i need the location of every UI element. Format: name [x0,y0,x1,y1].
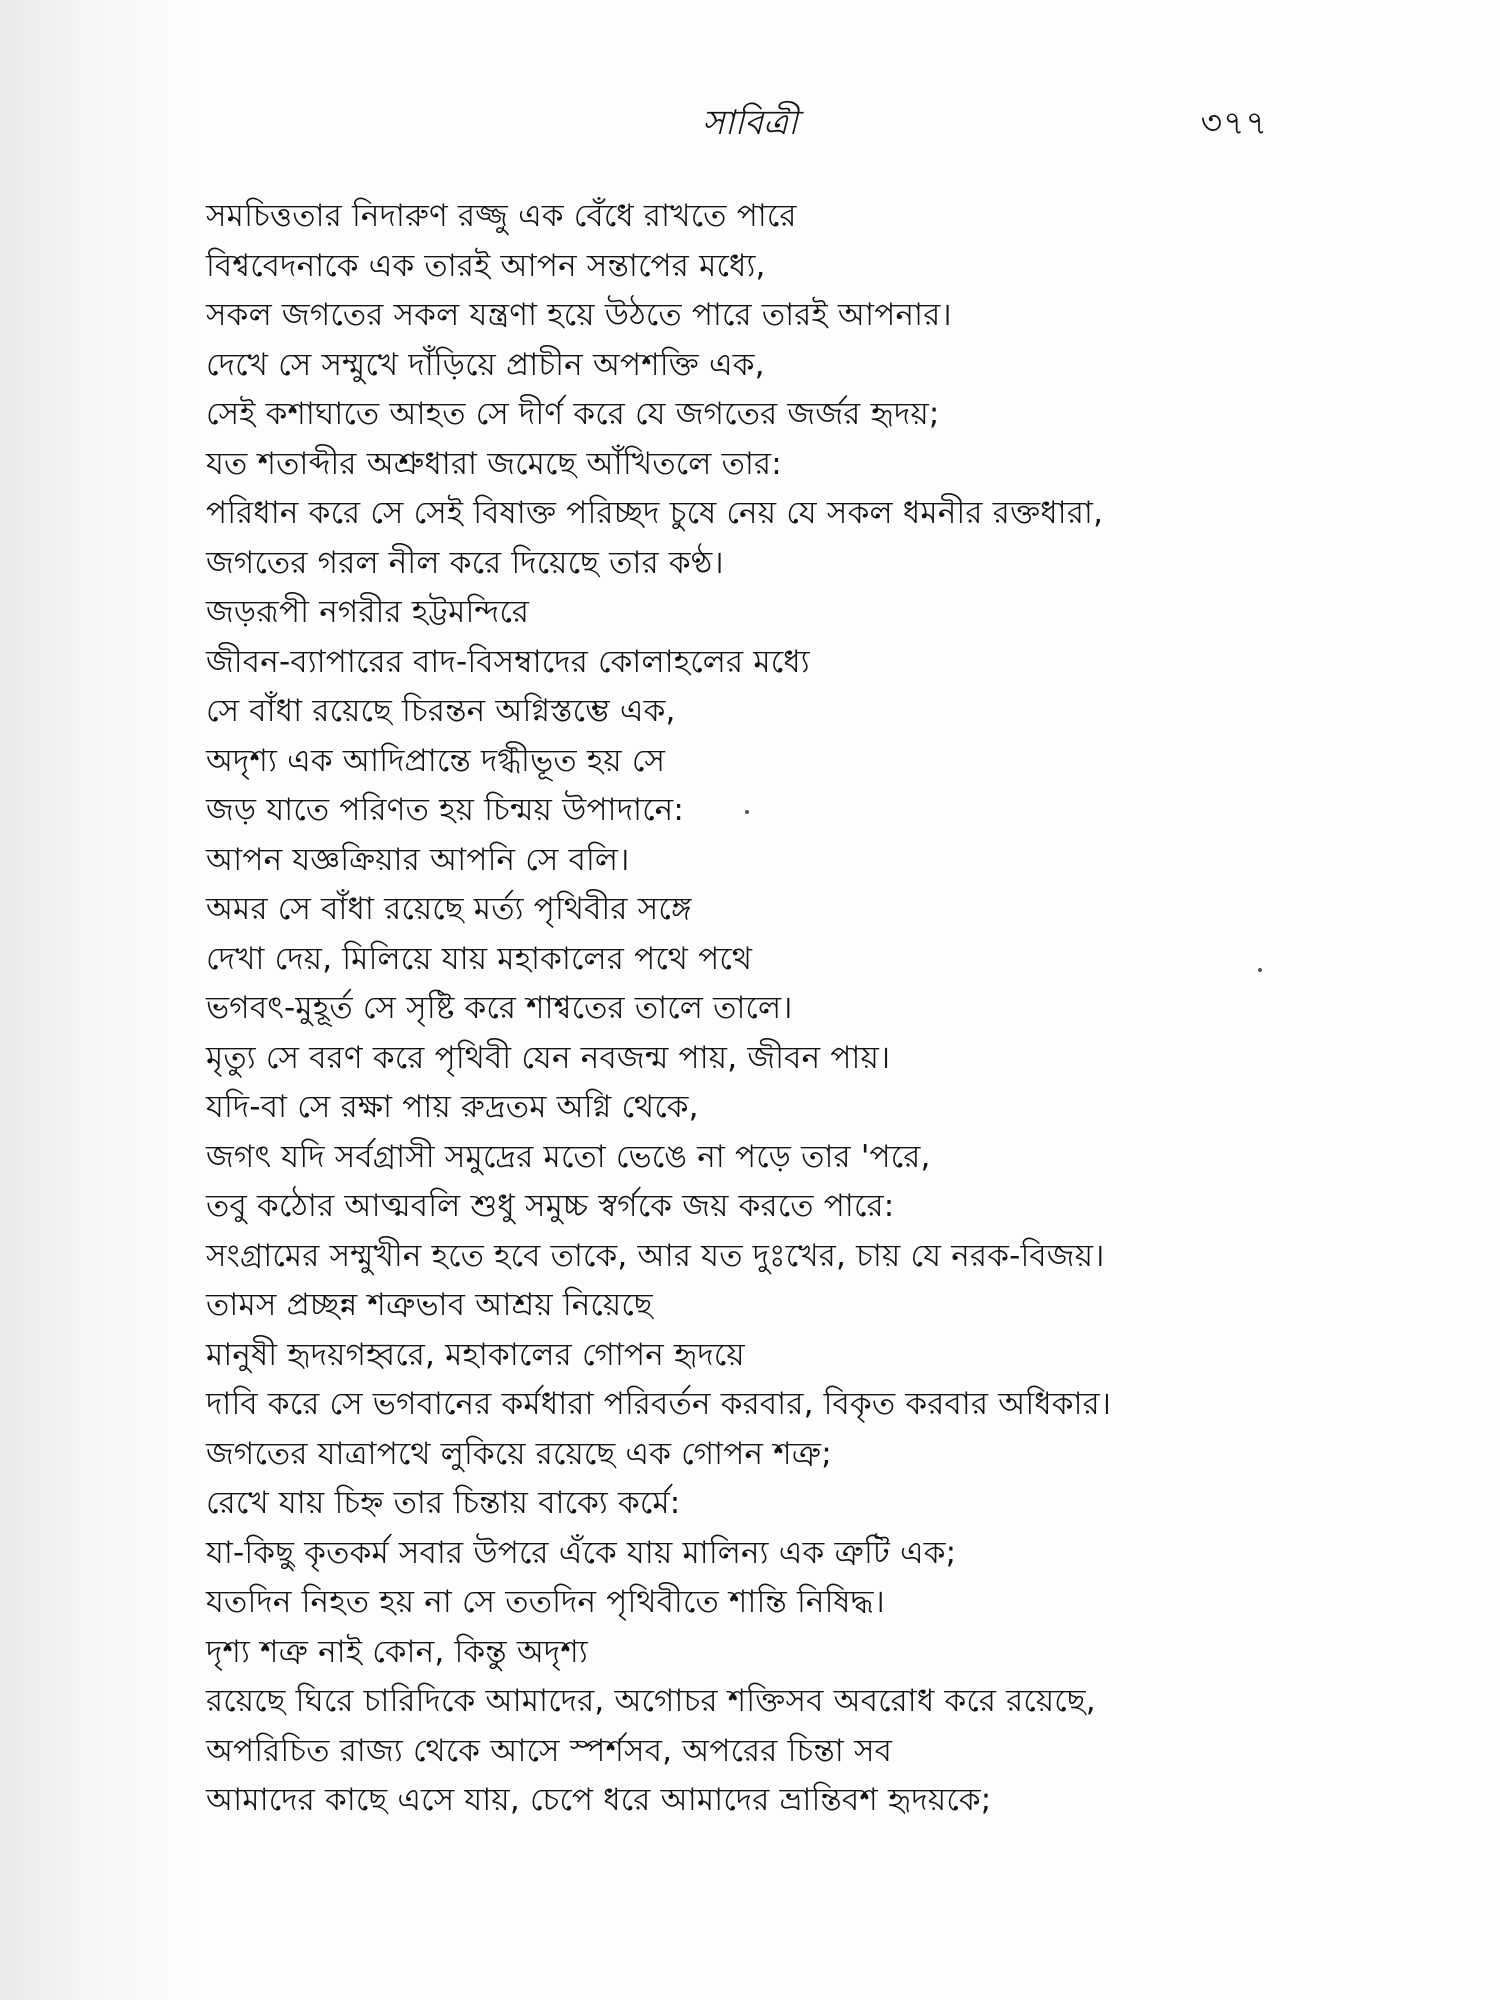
verse-line: যতদিন নিহত হয় না সে ততদিন পৃথিবীতে শান্তি নিষিদ্ধ। [206,1584,885,1620]
verse-line: সে বাঁধা রয়েছে চিরন্তন অগ্নিস্তম্ভে এক, [206,693,676,729]
verse-line: সমচিত্ততার নিদারুণ রজ্জু এক বেঁধে রাখতে পারে [206,198,797,234]
verse-line: জগতের গরল নীল করে দিয়েছে তার কণ্ঠ। [206,544,724,581]
verse-line: অমর সে বাঁধা রয়েছে মর্ত্য পৃথিবীর সঙ্গে [206,891,692,927]
verse-block [206,192,1306,1826]
page-header [0,98,1500,148]
verse-line: দৃশ্য শত্রু নাই কোন, কিন্তু অদৃশ্য [206,1633,588,1670]
verse-line: অদৃশ্য এক আদিপ্রান্তে দগ্ধীভূত হয় সে [206,742,666,779]
verse-line: দেখা দেয়, মিলিয়ে যায় মহাকালের পথে পথে [206,940,753,977]
verse-line: তামস প্রচ্ছন্ন শত্রুভাব আশ্রয় নিয়েছে [206,1287,653,1323]
verse-line: মানুষী হৃদয়গহ্বরে, মহাকালের গোপন হৃদয়ে [206,1336,745,1373]
verse-line: জীবন-ব্যাপারের বাদ-বিসম্বাদের কোলাহলের মধ্যে [206,643,810,680]
verse-line: দেখে সে সম্মুখে দাঁড়িয়ে প্রাচীন অপশক্তি এক, [206,346,765,383]
verse-line: যত শতাব্দীর অশ্রুধারা জমেছে আঁখিতলে তার: [206,445,782,482]
verse-line: রেখে যায় চিহ্ন তার চিন্তায় বাক্যে কর্মে: [206,1485,681,1521]
verse-line: রয়েছে ঘিরে চারিদিকে আমাদের, অগোচর শক্তিসব অবরোধ করে রয়েছে, [206,1683,1096,1719]
print-speck [745,810,749,814]
verse-line: দাবি করে সে ভগবানের কর্মধারা পরিবর্তন করবার, বিকৃত করবার অধিকার। [206,1386,1112,1422]
verse-line: জগতের যাত্রাপথে লুকিয়ে রয়েছে এক গোপন শত্রু; [206,1435,832,1472]
verse-line: আমাদের কাছে এসে যায়, চেপে ধরে আমাদের ভ্রান্তিবশ হৃদয়কে; [206,1782,992,1818]
verse-line: বিশ্ববেদনাকে এক তারই আপন সন্তাপের মধ্যে, [206,247,766,284]
verse-line: অপরিচিত রাজ্য থেকে আসে স্পর্শসব, অপরের চিন্তা সব [206,1732,893,1769]
verse-line: তবু কঠোর আত্মবলি শুধু সমুচ্চ স্বর্গকে জয় করতে পারে: [206,1188,895,1224]
verse-line: সংগ্রামের সম্মুখীন হতে হবে তাকে, আর যত দুঃখের, চায় যে নরক-বিজয়। [206,1237,1105,1274]
verse-line: সকল জগতের সকল যন্ত্রণা হয়ে উঠতে পারে তারই আপনার। [206,297,952,333]
page-number: ৩৭৭ [1200,103,1268,142]
binding-shadow [0,0,200,2000]
verse-line: যদি-বা সে রক্ষা পায় রুদ্রতম অগ্নি থেকে, [206,1089,699,1125]
print-speck [1258,968,1262,972]
verse-line: ভগবৎ-মুহূর্ত সে সৃষ্টি করে শাশ্বতের তালে তালে। [206,990,793,1026]
verse-line: জড় যাতে পরিণত হয় চিন্ময় উপাদানে: [206,792,684,828]
verse-line: জড়রূপী নগরীর হট্টমন্দিরে [206,594,530,630]
verse-line: মৃত্যু সে বরণ করে পৃথিবী যেন নবজন্ম পায়, জীবন পায়। [206,1039,891,1076]
verse-line: জগৎ যদি সর্বগ্রাসী সমুদ্রের মতো ভেঙে না পড়ে তার 'পরে, [206,1138,931,1175]
verse-line: যা-কিছু কৃতকর্ম সবার উপরে এঁকে যায় মালিন্য এক ত্রুটি এক; [206,1534,957,1571]
verse-line: আপন যজ্ঞক্রিয়ার আপনি সে বলি। [206,841,630,878]
verse-line: সেই কশাঘাতে আহত সে দীর্ণ করে যে জগতের জর্জর হৃদয়; [206,396,940,432]
running-title: সাবিত্রী [702,103,798,143]
verse-line: পরিধান করে সে সেই বিষাক্ত পরিচ্ছদ চুষে নেয় যে সকল ধমনীর রক্তধারা, [206,495,1104,531]
